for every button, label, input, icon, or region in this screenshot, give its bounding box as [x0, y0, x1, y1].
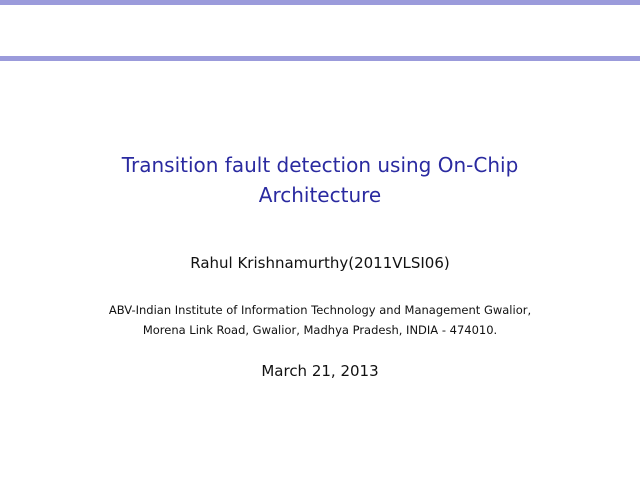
header-accent-bar — [0, 56, 640, 61]
top-accent-bar — [0, 0, 640, 5]
slide-title — [0, 150, 640, 210]
slide-title-line-1: Transition fault detection using On-Chip — [121, 153, 519, 177]
institute-info — [0, 300, 640, 340]
slide-title-line-2: Architecture — [258, 183, 382, 207]
title-block — [0, 150, 640, 210]
author-name: Rahul Krishnamurthy(2011VLSI06) — [190, 254, 450, 272]
institute-line-1: ABV-Indian Institute of Information Technology and Management Gwalior, — [108, 303, 532, 317]
institute-line-2: Morena Link Road, Gwalior, Madhya Pradesh, INDIA - 474010. — [142, 323, 498, 337]
presentation-date: March 21, 2013 — [261, 362, 379, 380]
